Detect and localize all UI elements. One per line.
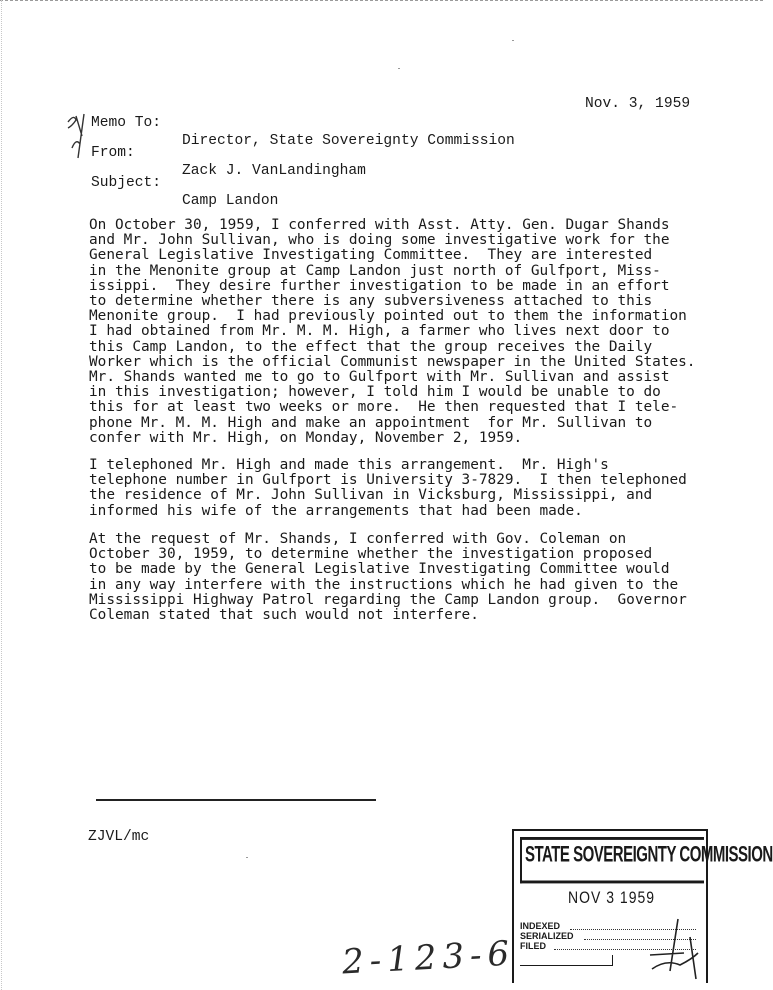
typist-initials: ZJVL/mc bbox=[88, 829, 150, 845]
signature-rule bbox=[96, 799, 376, 801]
stamp-date: NOV 3 1959 bbox=[568, 887, 656, 907]
memo-to-label: Memo To: bbox=[91, 115, 162, 131]
margin-handwritten-mark bbox=[62, 108, 92, 160]
body-paragraph-2: I telephoned Mr. High and made this arrangement. Mr. High's telephone number in Gulfport is University 3-7829. I then telephoned the residence of Mr. John Sullivan in Vicksburg, Mississippi, and informed his wife of the arrangements that had been made. bbox=[89, 457, 687, 519]
memo-subject-value: Camp Landon bbox=[182, 193, 279, 209]
memo-from-value: Zack J. VanLandingham bbox=[182, 163, 366, 179]
page-left-edge bbox=[1, 0, 3, 990]
stamp-handwritten-check bbox=[640, 915, 706, 983]
stamp-box bbox=[520, 955, 613, 966]
body-paragraph-1: On October 30, 1959, I conferred with Asst. Atty. Gen. Dugar Shands and Mr. John Sullivan, who is doing some investigative work for the General Legislative Investigating Committee. They are interested in the Menonite group at Camp Landon just north of Gulfport, Miss- issippi. They desire further investigation to be made in an effort to determine whether there is any subversiveness attached to this Menonite group. I had previously pointed out to them the information I had obtained from Mr. M. M. High, a farmer who lives next door to this Camp Landon, to the effect that the group receives the Daily Worker which is the official Communist newspaper in the United States. Mr. Shands wanted me to go to Gulfport with Mr. Sullivan and assist in this investigation; however, I told him I would be unable to do this for at least two weeks or more. He then requested that I tele- phone Mr. M. M. High and make an appointment for Mr. Sullivan to confer with Mr. High, on Monday, November 2, 1959. bbox=[89, 217, 696, 446]
page-top-edge bbox=[0, 0, 763, 5]
memo-date: Nov. 3, 1959 bbox=[585, 96, 691, 112]
stamp-title: STATE SOVEREIGNTY COMMISSION bbox=[520, 837, 704, 883]
scan-speck bbox=[512, 40, 514, 41]
memo-from-label: From: bbox=[91, 145, 135, 161]
stamp-indexed-label: INDEXED bbox=[520, 921, 561, 931]
body-paragraph-3: At the request of Mr. Shands, I conferred with Gov. Coleman on October 30, 1959, to determine whether the investigation proposed to be made by the General Legislative Investigating Committee would in any way interfere with the instructions which he had given to the Mississippi Highway Patrol regarding the Camp Landon group. Governor Coleman stated that such would not interfere. bbox=[89, 531, 687, 624]
stamp-serialized-label: SERIALIZED bbox=[520, 931, 574, 941]
scan-speck bbox=[246, 857, 248, 858]
stamp-filed-label: FILED bbox=[520, 941, 546, 951]
memo-to-value: Director, State Sovereignty Commission bbox=[182, 133, 515, 149]
handwritten-file-number: 2-123-6 bbox=[341, 933, 517, 983]
scan-speck bbox=[398, 68, 400, 69]
memo-subject-label: Subject: bbox=[91, 175, 162, 191]
received-stamp bbox=[512, 829, 773, 983]
